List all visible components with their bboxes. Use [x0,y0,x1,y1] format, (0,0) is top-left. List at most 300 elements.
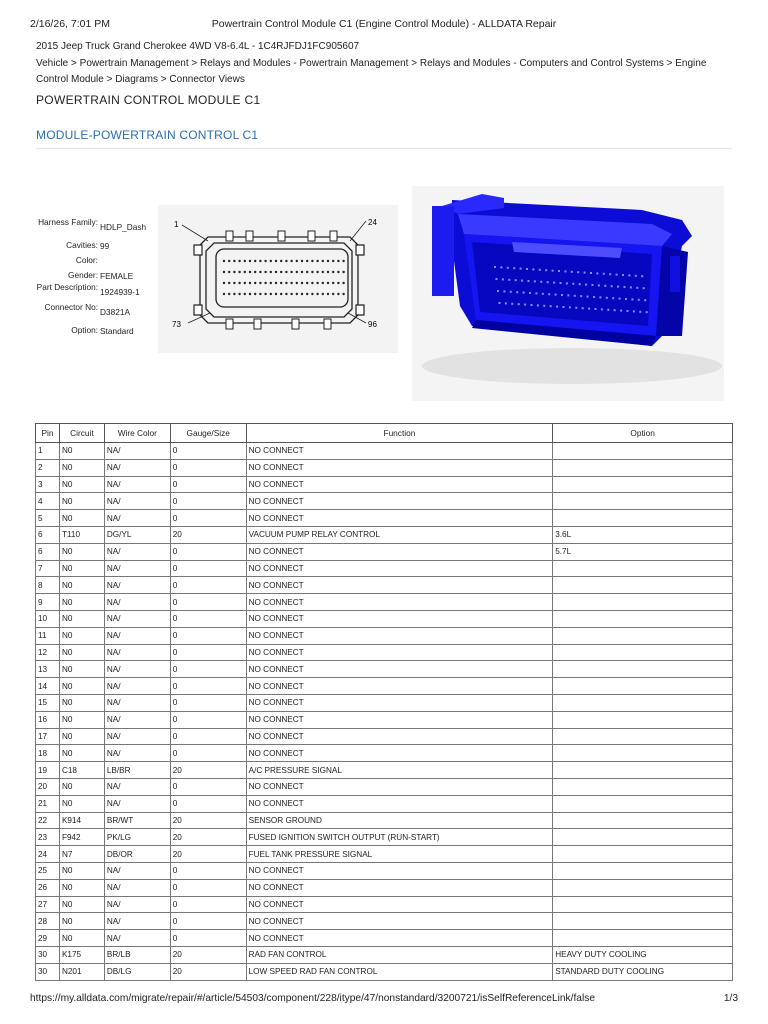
pin-cavity-3d [571,271,573,273]
pin-cavity [233,260,235,262]
table-cell: NO CONNECT [246,728,553,745]
table-cell: 8 [36,577,60,594]
info-label: Connector No: [44,302,98,312]
table-cell: NA/ [104,745,170,762]
table-row [36,443,733,460]
pin-cavity [238,260,240,262]
table-cell: 0 [170,543,246,560]
pin-cavity [316,260,318,262]
table-cell: LOW SPEED RAD FAN CONTROL [246,963,553,980]
pin-cavity-3d [614,309,616,311]
table-row [36,678,733,695]
table-row [36,778,733,795]
table-cell: RAD FAN CONTROL [246,946,553,963]
pin-cavity [342,260,344,262]
table-cell: N0 [59,678,104,695]
table-cell: K175 [59,946,104,963]
pin-cavity-3d [638,299,640,301]
pin-cavity [342,271,344,273]
table-cell: STANDARD DUTY COOLING [553,963,733,980]
pin-cavity-3d [624,286,626,288]
pin-cavity [228,260,230,262]
pin-cavity [285,282,287,284]
table-cell: NA/ [104,795,170,812]
pin-cavity-3d [513,267,515,269]
table-cell: 0 [170,778,246,795]
table-cell: FUSED IGNITION SWITCH OUTPUT (RUN-START) [246,829,553,846]
table-cell: N0 [59,459,104,476]
breadcrumb-separator: > [68,58,80,69]
pin-cavity [296,293,298,295]
pin-cavity [233,282,235,284]
pin-cavity-3d [585,284,587,286]
table-cell: N201 [59,963,104,980]
table-cell [553,930,733,947]
table-row [36,476,733,493]
table-cell: N0 [59,879,104,896]
pin-cavity [311,260,313,262]
pin-cavity [270,293,272,295]
table-cell: NO CONNECT [246,862,553,879]
pin-cavity [332,282,334,284]
table-cell: 0 [170,678,246,695]
pin-cavity [296,271,298,273]
pin-cavity-3d [494,266,496,268]
pin-cavity-3d [503,290,505,292]
table-cell: 25 [36,862,60,879]
info-label: Option: [71,325,98,335]
table-cell: N0 [59,728,104,745]
pin-cavity [332,271,334,273]
table-body [36,443,733,981]
table-cell: NO CONNECT [246,510,553,527]
pin-cavity [301,293,303,295]
pin-cavity-3d [636,287,638,289]
pin-cavity-3d [595,308,597,310]
breadcrumb-item[interactable]: Relays and Modules - Powertrain Management [200,58,409,69]
pin-cavity-3d [547,281,549,283]
table-cell: NO CONNECT [246,694,553,711]
pin-cavity-3d [619,298,621,300]
table-row [36,510,733,527]
table-cell: 2 [36,459,60,476]
pin-cavity-3d [535,292,537,294]
table-cell: N0 [59,644,104,661]
info-label: Cavities: [66,240,98,250]
pin-cavity [322,260,324,262]
pin-cavity [249,293,251,295]
pin-cavity [275,293,277,295]
table-cell: NO CONNECT [246,795,553,812]
table-row [36,711,733,728]
pin-cavity [233,271,235,273]
pin-cavity-3d [516,291,518,293]
pin-cavity-3d [604,285,606,287]
pin-cavity-3d [611,285,613,287]
breadcrumb-separator: > [158,74,170,85]
table-cell: N0 [59,510,104,527]
pin-cavity [306,271,308,273]
table-cell: NA/ [104,510,170,527]
table-row [36,493,733,510]
column-header: Option [553,424,733,443]
pin-cavity-3d [639,311,641,313]
pin-cavity [332,260,334,262]
table-cell: 0 [170,930,246,947]
table-row [36,762,733,779]
pin-cavity [270,271,272,273]
breadcrumb-separator: > [103,74,116,85]
table-cell [553,846,733,863]
vehicle-info: 2015 Jeep Truck Grand Cherokee 4WD V8-6.4L - 1C4RJFDJ1FC905607 [36,41,360,52]
table-cell: 10 [36,610,60,627]
table-row [36,963,733,980]
pin-cavity-3d [496,278,498,280]
table-cell: 0 [170,644,246,661]
table-cell: 0 [170,879,246,896]
pin-cavity [337,260,339,262]
pin-cavity-3d [617,286,619,288]
table-cell: 20 [170,762,246,779]
table-cell: 23 [36,829,60,846]
column-header: Wire Color [104,424,170,443]
table-cell: 20 [170,946,246,963]
pin-cavity [296,282,298,284]
pin-cavity-3d [625,298,627,300]
table-cell: NO CONNECT [246,594,553,611]
table-cell [553,745,733,762]
breadcrumb-item[interactable]: Vehicle [36,58,69,69]
table-cell: N0 [59,896,104,913]
pin-cavity-3d [587,296,589,298]
table-cell: 6 [36,543,60,560]
table-cell: 27 [36,896,60,913]
table-cell: NA/ [104,493,170,510]
print-url: https://my.alldata.com/migrate/repair/#/article/54503/component/228/itype/47/nonstandard/3200721/isSelfReferenceLink/false [30,993,595,1004]
pin-cavity [285,260,287,262]
pin-label-24: 24 [368,218,377,227]
page-title: POWERTRAIN CONTROL MODULE C1 [36,93,261,107]
table-cell: N0 [59,661,104,678]
table-cell: NO CONNECT [246,610,553,627]
table-cell [553,728,733,745]
pin-cavity-3d [616,274,618,276]
info-value: HDLP_Dash [100,222,147,232]
table-cell: 18 [36,745,60,762]
print-datetime: 2/16/26, 7:01 PM [30,18,110,30]
pin-cavity-3d [497,290,499,292]
table-cell: FUEL TANK PRESSURE SIGNAL [246,846,553,863]
pin-cavity-3d [620,310,622,312]
table-cell: 5 [36,510,60,527]
section-title: MODULE-POWERTRAIN CONTROL C1 [36,128,259,142]
table-cell: 28 [36,913,60,930]
pin-label-1: 1 [174,220,179,229]
connector-3d-svg [412,186,724,401]
table-cell: 20 [170,829,246,846]
table-cell: 7 [36,560,60,577]
pin-cavity [259,282,261,284]
connector-3d-image [412,186,724,401]
table-cell: 20 [170,846,246,863]
pin-cavity [327,282,329,284]
table-cell: 11 [36,627,60,644]
pin-cavity-3d [564,270,566,272]
pin-cavity [238,271,240,273]
info-value: D3821A [100,307,130,317]
table-row [36,661,733,678]
table-cell: NO CONNECT [246,778,553,795]
pin-cavity [306,282,308,284]
table-cell: NA/ [104,560,170,577]
column-header: Function [246,424,553,443]
pin-cavity [280,282,282,284]
table-cell: 6 [36,526,60,543]
pin-cavity-3d [630,286,632,288]
pin-cavity-3d [526,268,528,270]
table-cell: NO CONNECT [246,644,553,661]
table-cell: T110 [59,526,104,543]
table-cell: 0 [170,694,246,711]
pin-cavity [228,282,230,284]
info-row [36,253,156,268]
breadcrumb-item[interactable]: Diagrams [115,74,159,85]
pin-cavity-3d [499,302,501,304]
table-cell: 9 [36,594,60,611]
breadcrumb-separator: > [663,58,676,69]
column-header: Gauge/Size [170,424,246,443]
print-page-title: Powertrain Control Module C1 (Engine Control Module) - ALLDATA Repair [211,18,557,30]
pin-cavity [306,293,308,295]
table-cell: LB/BR [104,762,170,779]
table-cell: NA/ [104,711,170,728]
breadcrumb-item[interactable]: Engine Control Module [36,58,707,85]
breadcrumb-item[interactable]: Connector Views [169,74,245,85]
pin-cavity-3d [552,270,554,272]
breadcrumb-item[interactable]: Relays and Modules - Computers and Control Systems [419,58,664,69]
table-cell: 29 [36,930,60,947]
table-cell: N0 [59,627,104,644]
breadcrumb-item[interactable]: Powertrain Management [79,58,189,69]
table-cell: 0 [170,728,246,745]
table-cell: 0 [170,493,246,510]
breadcrumb-separator: > [188,58,201,69]
table-cell [553,644,733,661]
table-cell: NO CONNECT [246,745,553,762]
table-cell: 0 [170,610,246,627]
pin-cavity-3d [505,302,507,304]
table-cell: NA/ [104,459,170,476]
table-cell: BR/LB [104,946,170,963]
pin-cavity [270,260,272,262]
pin-cavity [280,293,282,295]
table-row [36,694,733,711]
pin-cavity [301,271,303,273]
pin-cavity [280,271,282,273]
page-number: 1/3 [723,993,738,1004]
pin-cavity [254,282,256,284]
pin-cavity [244,271,246,273]
info-row [36,238,156,253]
pin-cavity [270,282,272,284]
pin-cavity-3d [507,267,509,269]
pin-cavity-3d [523,292,525,294]
table-cell [553,812,733,829]
table-cell: 12 [36,644,60,661]
table-cell [553,443,733,460]
table-cell: NA/ [104,644,170,661]
table-cell [553,510,733,527]
table-cell: 0 [170,443,246,460]
pin-cavity-3d [599,296,601,298]
table-cell [553,879,733,896]
pin-cavity [316,282,318,284]
pin-cavity-3d [563,306,565,308]
table-cell: NO CONNECT [246,913,553,930]
info-value: FEMALE [100,271,134,281]
pin-cavity [290,293,292,295]
table-cell: 0 [170,627,246,644]
table-cell: 0 [170,913,246,930]
pin-cavity-3d [641,275,643,277]
pin-cavity [285,271,287,273]
pin-cavity [259,293,261,295]
table-cell: NO CONNECT [246,560,553,577]
table-cell: NA/ [104,661,170,678]
pin-cavity [264,282,266,284]
table-cell: NA/ [104,476,170,493]
pin-cavity-3d [518,303,520,305]
table-cell: 0 [170,661,246,678]
table-cell: 26 [36,879,60,896]
pin-cavity-3d [550,305,552,307]
table-row [36,946,733,963]
pin-cavity-3d [515,279,517,281]
table-cell: 0 [170,862,246,879]
table-row [36,526,733,543]
pin-cavity-3d [646,311,648,313]
table-cell [553,829,733,846]
table-cell [553,493,733,510]
table-cell: SENSOR GROUND [246,812,553,829]
pin-cavity [244,293,246,295]
pin-cavity [296,260,298,262]
table-cell: NA/ [104,610,170,627]
pin-cavity-3d [529,292,531,294]
table-cell: 20 [170,963,246,980]
table-cell: N0 [59,594,104,611]
table-cell: 30 [36,946,60,963]
pin-cavity [249,282,251,284]
pin-cavity-3d [572,283,574,285]
pin-cavity-3d [569,306,571,308]
table-cell: 20 [36,778,60,795]
info-row [36,323,156,338]
info-label: Part Description: [36,282,98,292]
pin-cavity [327,271,329,273]
pin-cavity-3d [607,309,609,311]
table-cell: 5.7L [553,543,733,560]
table-row [36,862,733,879]
table-cell: A/C PRESSURE SIGNAL [246,762,553,779]
table-cell: NO CONNECT [246,711,553,728]
pin-cavity [223,271,225,273]
table-cell: 15 [36,694,60,711]
pin-cavity [332,293,334,295]
info-value: 99 [100,241,110,251]
table-cell: NO CONNECT [246,930,553,947]
pin-cavity-3d [580,295,582,297]
info-row [36,303,156,323]
table-cell: N0 [59,443,104,460]
table-cell: NA/ [104,443,170,460]
pin-cavity [264,260,266,262]
column-header: Pin [36,424,60,443]
pin-cavity [290,271,292,273]
table-cell: 0 [170,594,246,611]
table-cell: NO CONNECT [246,443,553,460]
pin-cavity-3d [511,303,513,305]
pin-cavity [259,271,261,273]
pin-cavity [327,293,329,295]
table-row [36,913,733,930]
table-cell: 0 [170,510,246,527]
info-label: Color: [75,255,98,265]
pin-cavity [327,260,329,262]
pin-cavity [290,260,292,262]
table-cell: 20 [170,526,246,543]
table-row [36,879,733,896]
pin-cavity-3d [542,293,544,295]
table-cell: 30 [36,963,60,980]
pin-cavity-3d [539,269,541,271]
table-cell: 19 [36,762,60,779]
table-cell: N0 [59,543,104,560]
pin-cavity [264,271,266,273]
pin-cavity-3d [644,299,646,301]
pin-cavity [280,260,282,262]
pin-cavity-3d [566,282,568,284]
table-cell: NO CONNECT [246,543,553,560]
table-cell: 22 [36,812,60,829]
table-cell: N0 [59,476,104,493]
pin-cavity-3d [643,287,645,289]
table-cell: N0 [59,577,104,594]
pin-cavity [249,260,251,262]
breadcrumb-separator: > [408,58,420,69]
table-cell: N0 [59,913,104,930]
table-cell [553,778,733,795]
pin-cavity-3d [553,282,555,284]
pin-cavity [316,293,318,295]
table-row [36,644,733,661]
table-cell: 0 [170,459,246,476]
table-cell: NA/ [104,694,170,711]
table-cell [553,594,733,611]
pin-cavity [322,293,324,295]
table-row [36,846,733,863]
table-cell: N0 [59,745,104,762]
pin-cavity-3d [596,272,598,274]
table-cell: C18 [59,762,104,779]
table-cell: NO CONNECT [246,678,553,695]
pin-cavity-3d [528,280,530,282]
pin-cavity [322,271,324,273]
table-cell: 3.6L [553,526,733,543]
pin-cavity [275,260,277,262]
pin-cavity-3d [508,279,510,281]
table-cell: N7 [59,846,104,863]
